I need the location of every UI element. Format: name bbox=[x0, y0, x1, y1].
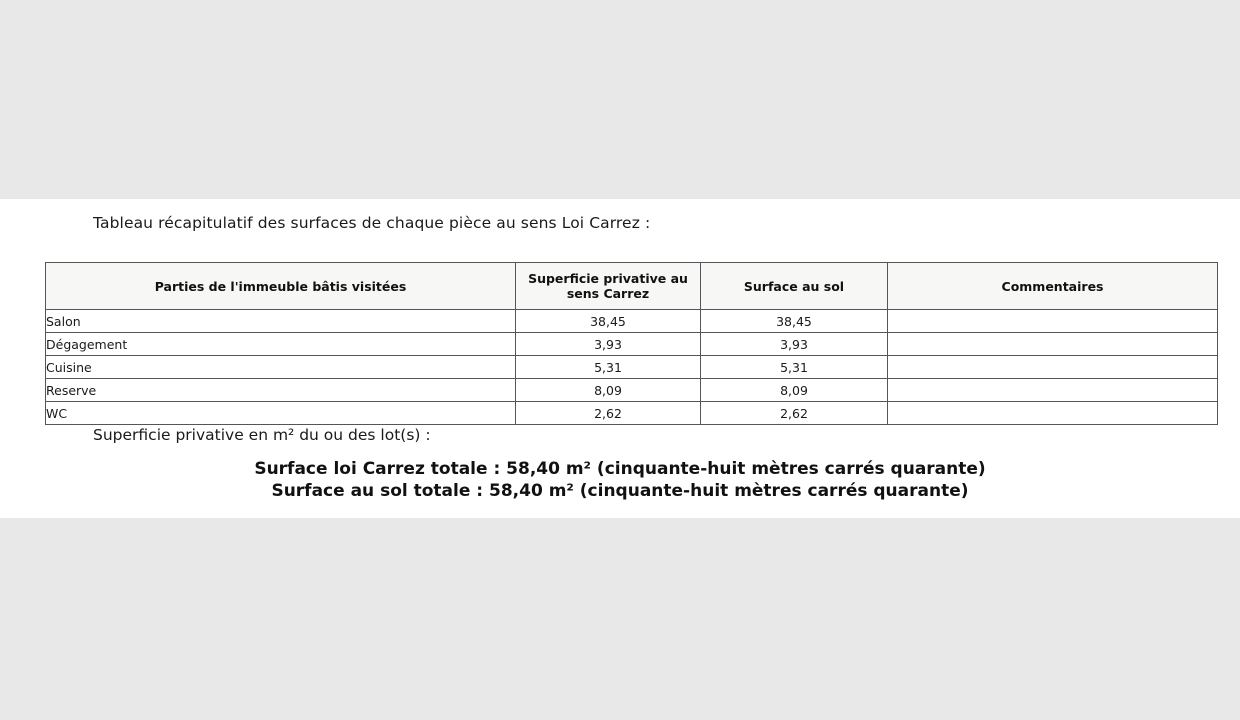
cell-floor: 5,31 bbox=[701, 356, 888, 379]
table-row bbox=[46, 356, 1218, 379]
cell-carrez: 3,93 bbox=[516, 333, 701, 356]
intro-text: Tableau récapitulatif des surfaces de chaque pièce au sens Loi Carrez : bbox=[93, 214, 651, 232]
column-header-room bbox=[46, 263, 516, 310]
total-floor: Surface au sol totale : 58,40 m² (cinquante-huit mètres carrés quarante) bbox=[271, 480, 969, 501]
cell-comment bbox=[888, 402, 1218, 425]
table-row bbox=[46, 402, 1218, 425]
column-header-carrez bbox=[516, 263, 701, 310]
cell-comment bbox=[888, 356, 1218, 379]
cell-comment bbox=[888, 379, 1218, 402]
subtitle-text: Superficie privative en m² du ou des lot(s) : bbox=[93, 426, 431, 444]
table-row bbox=[46, 310, 1218, 333]
cell-comment bbox=[888, 310, 1218, 333]
column-header-comments-label: Commentaires bbox=[1001, 278, 1104, 294]
table-row bbox=[46, 333, 1218, 356]
column-header-carrez-line1: Superficie privative au bbox=[528, 271, 688, 286]
cell-floor: 8,09 bbox=[701, 379, 888, 402]
cell-room: Cuisine bbox=[46, 356, 516, 379]
cell-carrez: 5,31 bbox=[516, 356, 701, 379]
column-header-floor bbox=[701, 263, 888, 310]
cell-room: Dégagement bbox=[46, 333, 516, 356]
table-header bbox=[46, 263, 1218, 310]
column-header-carrez-line2: sens Carrez bbox=[566, 286, 650, 301]
cell-floor: 38,45 bbox=[701, 310, 888, 333]
column-header-room-label: Parties de l'immeuble bâtis visitées bbox=[154, 278, 407, 294]
total-carrez: Surface loi Carrez totale : 58,40 m² (cinquante-huit mètres carrés quarante) bbox=[254, 459, 986, 479]
column-header-comments bbox=[888, 263, 1218, 310]
cell-room: WC bbox=[46, 402, 516, 425]
column-header-floor-label: Surface au sol bbox=[743, 278, 845, 294]
cell-carrez: 2,62 bbox=[516, 402, 701, 425]
table-row bbox=[46, 379, 1218, 402]
cell-room: Salon bbox=[46, 310, 516, 333]
cell-floor: 2,62 bbox=[701, 402, 888, 425]
document-page bbox=[0, 199, 1240, 518]
cell-carrez: 38,45 bbox=[516, 310, 701, 333]
totals-block bbox=[0, 459, 1240, 503]
cell-carrez: 8,09 bbox=[516, 379, 701, 402]
table-body bbox=[46, 310, 1218, 425]
table-header-row bbox=[46, 263, 1218, 310]
surface-summary-table bbox=[45, 262, 1218, 425]
cell-comment bbox=[888, 333, 1218, 356]
document-content bbox=[0, 199, 1240, 518]
cell-floor: 3,93 bbox=[701, 333, 888, 356]
cell-room: Reserve bbox=[46, 379, 516, 402]
